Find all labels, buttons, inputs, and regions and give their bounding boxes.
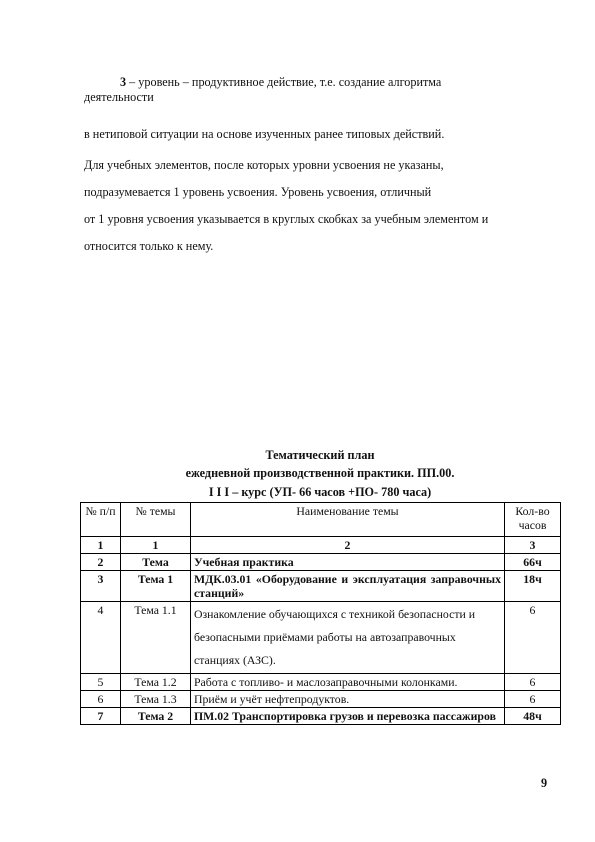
table-row	[81, 554, 561, 571]
table-row	[81, 602, 561, 674]
table-row	[81, 691, 561, 708]
plan-title: Тематический план	[265, 448, 375, 462]
row-topic: Тема 1.1	[121, 602, 191, 674]
intro-line-6: от 1 уровня усвоения указывается в круглых скобках за учебным элементом и	[84, 212, 489, 226]
row-hours: 6	[505, 602, 561, 674]
plan-course-line: I I I – курс (УП- 66 часов +ПО- 780 часа)	[208, 485, 432, 499]
table-row	[81, 674, 561, 691]
table-row	[81, 708, 561, 725]
row-name: Ознакомление обучающихся с техникой безопасности и безопасными приёмами работы на автозаправочных станциях (АЗС).	[191, 602, 505, 674]
row-num: 3	[81, 571, 121, 602]
colnum-cell: 1	[121, 537, 191, 554]
page-number: 9	[541, 776, 548, 790]
row-num: 6	[81, 691, 121, 708]
row-hours: 6	[505, 691, 561, 708]
intro-line-1	[120, 75, 595, 89]
row-hours: 48ч	[505, 708, 561, 725]
row-topic: Тема 1	[121, 571, 191, 602]
colnum-cell: 2	[191, 537, 505, 554]
table-row	[81, 571, 561, 602]
intro-line-2: деятельности	[84, 90, 154, 104]
row-hours: 18ч	[505, 571, 561, 602]
intro-level-number: 3	[120, 75, 127, 89]
colnum-cell: 1	[81, 537, 121, 554]
row-num: 5	[81, 674, 121, 691]
column-number-row	[81, 537, 561, 554]
row-name: Работа с топливо- и маслозаправочными колонками.	[191, 674, 505, 691]
header-hours: Кол-во часов	[505, 503, 561, 537]
intro-line-7: относится только к нему.	[84, 239, 214, 253]
row-num: 7	[81, 708, 121, 725]
plan-subtitle: ежедневной производственной практики. ПП.00.	[185, 466, 455, 480]
header-topic: № темы	[121, 503, 191, 537]
row-topic: Тема 1.2	[121, 674, 191, 691]
row-topic: Тема 1.3	[121, 691, 191, 708]
row-topic: Тема 2	[121, 708, 191, 725]
header-num: № п/п	[81, 503, 121, 537]
colnum-cell: 3	[505, 537, 561, 554]
thematic-plan-table	[80, 502, 561, 725]
row-topic: Тема	[121, 554, 191, 571]
row-name: МДК.03.01 «Оборудование и эксплуатация заправочных станций»	[191, 571, 505, 602]
row-name: Приём и учёт нефтепродуктов.	[191, 691, 505, 708]
header-name: Наименование темы	[191, 503, 505, 537]
row-name: ПМ.02 Транспортировка грузов и перевозка пассажиров	[191, 708, 505, 725]
intro-line-5: подразумевается 1 уровень усвоения. Уровень усвоения, отличный	[84, 185, 432, 199]
table-header-row	[81, 503, 561, 537]
intro-level-text: – уровень – продуктивное действие, т.е. создание алгоритма	[126, 75, 442, 89]
row-name: Учебная практика	[191, 554, 505, 571]
intro-line-3: в нетиповой ситуации на основе изученных ранее типовых действий.	[84, 127, 445, 141]
row-hours: 6	[505, 674, 561, 691]
row-num: 2	[81, 554, 121, 571]
row-hours: 66ч	[505, 554, 561, 571]
row-num: 4	[81, 602, 121, 674]
intro-line-4: Для учебных элементов, после которых уровни усвоения не указаны,	[84, 158, 444, 172]
